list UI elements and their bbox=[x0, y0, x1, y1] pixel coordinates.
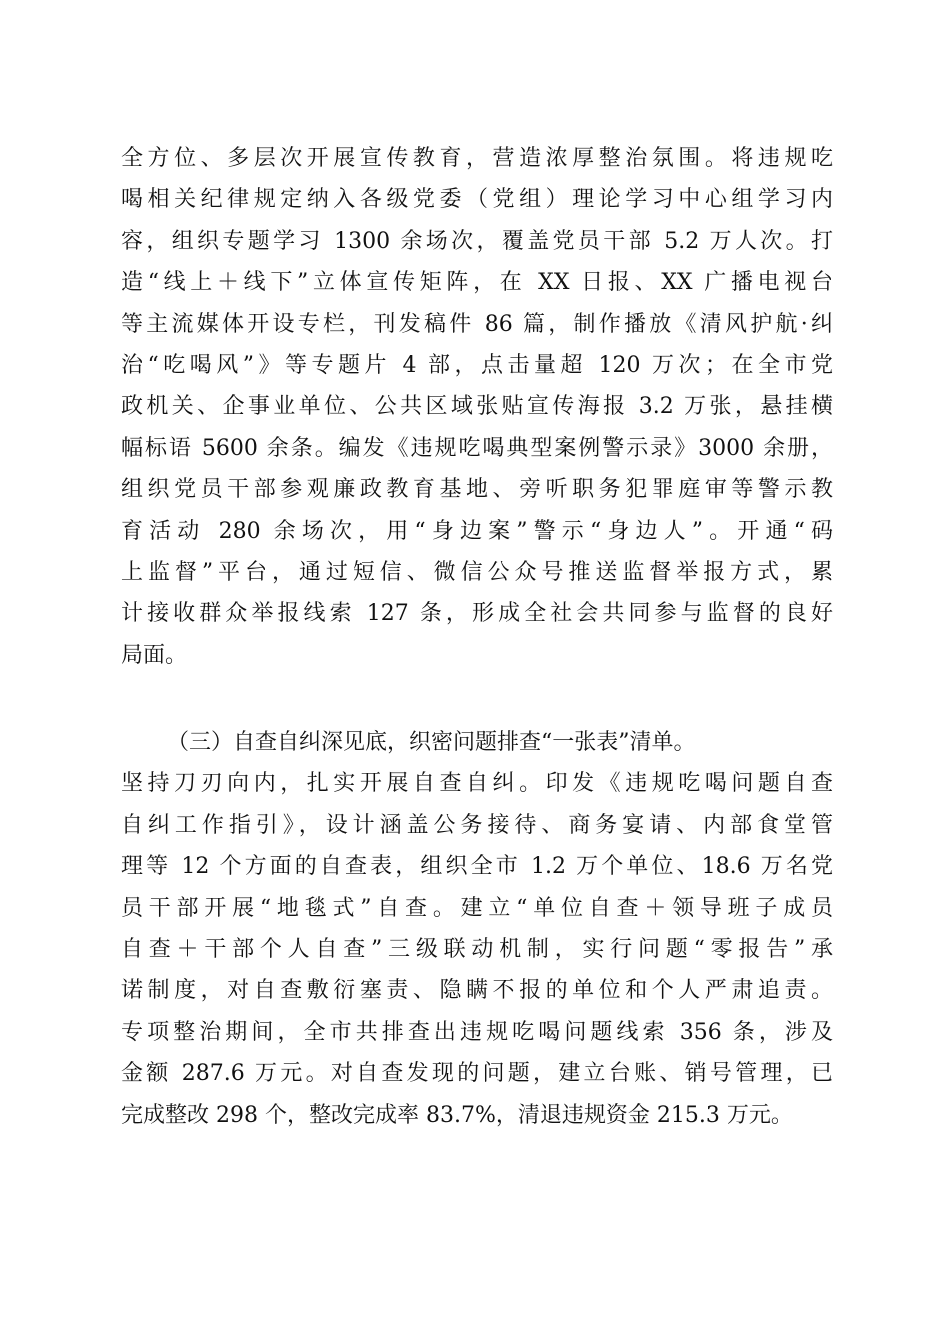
text-line: 专项整治期间，全市共排查出违规吃喝问题线索 356 条，涉及 bbox=[121, 1019, 833, 1045]
text-line: 容，组织专题学习 1300 余场次，覆盖党员干部 5.2 万人次。打 bbox=[121, 228, 833, 254]
text-line: 喝相关纪律规定纳入各级党委（党组）理论学习中心组学习内 bbox=[121, 187, 833, 213]
text-line: 育活动 280 余场次，用“身边案”警示“身边人”。开通“码 bbox=[121, 518, 833, 544]
text-line: 造“线上＋线下”立体宣传矩阵，在 XX 日报、XX 广播电视台 bbox=[121, 270, 833, 296]
text-line: 幅标语 5600 余条。编发《违规吃喝典型案例警示录》3000 余册， bbox=[121, 435, 833, 461]
text-line: 坚持刀刃向内，扎实开展自查自纠。印发《违规吃喝问题自查 bbox=[121, 771, 833, 797]
text-line: 上监督”平台，通过短信、微信公众号推送监督举报方式，累 bbox=[121, 559, 833, 585]
text-line: 局面。 bbox=[121, 642, 188, 668]
text-line: 自纠工作指引》，设计涵盖公务接待、商务宴请、内部食堂管 bbox=[121, 812, 833, 838]
paragraph-self-inspection bbox=[121, 722, 833, 1136]
text-line: 理等 12 个方面的自查表，组织全市 1.2 万个单位、18.6 万名党 bbox=[121, 854, 833, 880]
text-line: 等主流媒体开设专栏，刊发稿件 86 篇，制作播放《清风护航·纠 bbox=[121, 311, 833, 337]
section-heading: （三）自查自纠深见底，织密问题排查“一张表”清单。 bbox=[167, 730, 696, 755]
text-line: 诺制度，对自查敷衍塞责、隐瞒不报的单位和个人严肃追责。 bbox=[121, 978, 833, 1004]
text-line: 组织党员干部参观廉政教育基地、旁听职务犯罪庭审等警示教 bbox=[121, 477, 833, 503]
text-line: 自查＋干部个人自查”三级联动机制，实行问题“零报告”承 bbox=[121, 936, 833, 962]
text-line: 计接收群众举报线索 127 条，形成全社会共同参与监督的良好 bbox=[121, 601, 833, 627]
text-line: 员干部开展“地毯式”自查。建立“单位自查＋领导班子成员 bbox=[121, 895, 833, 921]
paragraph-publicity-education bbox=[121, 138, 833, 676]
text-line: 完成整改 298 个，整改完成率 83.7%，清退违规资金 215.3 万元。 bbox=[121, 1102, 793, 1128]
text-line: 政机关、企事业单位、公共区域张贴宣传海报 3.2 万张，悬挂横 bbox=[121, 394, 833, 420]
text-line: 治“吃喝风”》等专题片 4 部，点击量超 120 万次；在全市党 bbox=[121, 352, 833, 378]
text-line: 全方位、多层次开展宣传教育，营造浓厚整治氛围。将违规吃 bbox=[121, 146, 833, 171]
text-line: 金额 287.6 万元。对自查发现的问题，建立台账、销号管理，已 bbox=[121, 1061, 833, 1087]
